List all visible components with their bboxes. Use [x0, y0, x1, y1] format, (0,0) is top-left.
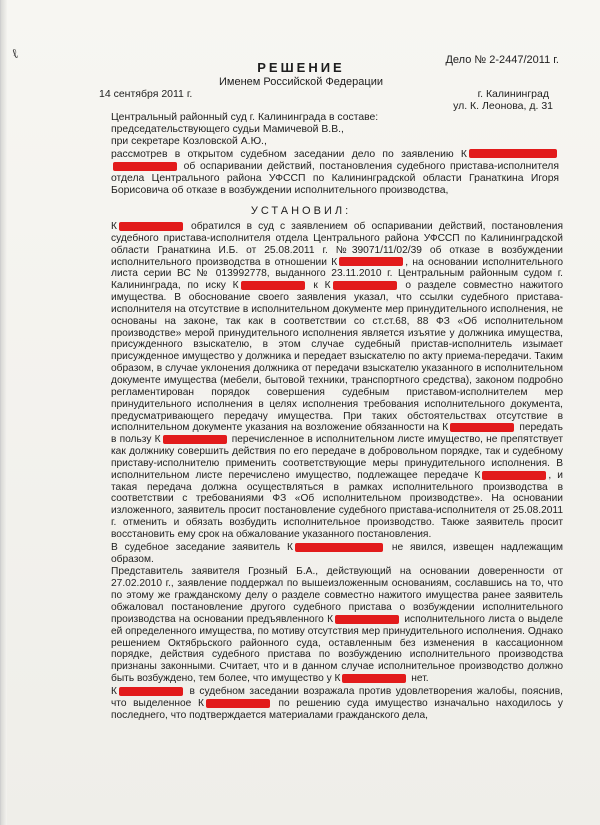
- redaction-mark: [119, 222, 183, 231]
- intro-line: [111, 149, 559, 198]
- redaction-mark: [206, 699, 270, 708]
- redaction-mark: [295, 543, 383, 552]
- redaction-mark: [241, 281, 305, 290]
- body-text: обратился в суд с заявлением об оспаривании действий, постановления судебного пристава-исполнителя отдела Центрального района УФССП по Калининградской области Гранаткина И.Б. от 25.08.2011 г. №39071/11/02/39 об отказе в возбуждении исполнительного производства в отношении К: [111, 221, 563, 268]
- body-text: к К: [313, 280, 331, 292]
- redaction-mark: [335, 615, 399, 624]
- body-text: , и такая передача должна осуществляться в рамках исполнительного производства в соответствии с требованиями ФЗ «Об исполнительном производстве». На основании изложенного, заявитель просит постановление судебного пристава-исполнителя от 25.08.2011 г. отменить и обязать возбудить исполнительное производство. Также заявитель просит восстановить ему срок на обжалование указанного постановления.: [111, 469, 563, 540]
- redaction-mark: [333, 281, 397, 290]
- intro-block: [111, 112, 559, 197]
- paragraph: [111, 221, 563, 541]
- scan-edge: [1, 0, 7, 825]
- redaction-mark: [342, 674, 406, 683]
- body-text: передать в пользу К: [111, 422, 563, 446]
- intro-line: Центральный районный суд г. Калининграда в составе:: [111, 112, 379, 123]
- section-heading: УСТАНОВИЛ:: [250, 205, 352, 217]
- document-title: РЕШЕНИЕ: [257, 60, 345, 75]
- body-text: К: [111, 685, 117, 697]
- document-subtitle: Именем Российской Федерации: [218, 76, 383, 88]
- paragraph: [111, 686, 563, 722]
- body-text: в судебном заседании возражала против удовлетворения жалобы, пояснив, что выделенное К: [111, 685, 563, 709]
- paragraph: [111, 566, 563, 684]
- body-text: К: [111, 221, 117, 232]
- redaction-mark: [450, 423, 514, 432]
- court-city: г. Калининград: [477, 88, 549, 100]
- redaction-mark: [113, 162, 177, 171]
- handwritten-mark: ℓ: [10, 45, 20, 62]
- decision-date: 14 сентября 2011 г.: [99, 88, 193, 100]
- intro-text: рассмотрев в открытом судебном заседании дело по заявлению К: [111, 148, 467, 160]
- body-text: Представитель заявителя Грозный Б.А., действующий на основании доверенности от 27.02.2010 г., заявление поддержал по вышеизложенным основаниям, сославшись на то, что по этому же гражданскому делу о разделе совместно нажитого имущества ранее заявитель обжаловал постановление другого судебного пристава о возбуждении исполнительного производства на основании предъявленного К: [111, 566, 563, 625]
- intro-line: при секретаре Козловской А.Ю.,: [111, 136, 267, 148]
- court-address: ул. К. Леонова, д. 31: [453, 100, 553, 112]
- paragraph: [111, 542, 563, 566]
- body-text: исполнительного листа о выделе ей определенного имущества, по мотиву отсутствия мер принудительного исполнения. Однако решением Октябрьского районного суда, оставленным без изменения в кассационном порядке, действия судебного пристава по возбуждению исполнительного производства признаны законными. Считает, что и в данном случае исполнительное производство должно быть возбуждено, тем более, что имущество у К: [111, 613, 563, 685]
- body-text: нет.: [411, 673, 429, 685]
- intro-line: председательствующего судьи Мамичевой В.В.,: [111, 124, 344, 136]
- body-text: , на основании исполнительного листа серии ВС № 013992778, выданного 23.11.2010 г. Центральным районным судом г. Калининграда, по иску К: [111, 256, 563, 292]
- body-text: перечисленное в исполнительном листе имущество, не препятствует как должнику совершить действия по его передаче в добровольном порядке, так и судебному приставу-исполнителю применить соответствующие меры принудительного исполнения. В исполнительном листе перечислено имущество, подлежащее передаче К: [111, 434, 563, 481]
- redaction-mark: [469, 149, 557, 158]
- document-body: [111, 221, 563, 722]
- redaction-mark: [119, 687, 183, 696]
- redaction-mark: [163, 435, 227, 444]
- redaction-mark: [339, 257, 403, 266]
- body-text: В судебное заседание заявитель К: [111, 541, 293, 553]
- redaction-mark: [482, 471, 546, 480]
- body-text: не явился, извещен надлежащим образом.: [111, 541, 563, 565]
- body-text: по решению суда имущество изначально находилось у последнего, что подтверждается материалами гражданского дела,: [111, 697, 563, 721]
- case-number: Дело № 2-2447/2011 г.: [445, 54, 559, 66]
- body-text: о разделе совместно нажитого имущества. В обоснование своего заявления указал, что ссылки судебного пристава-исполнителя на отсутствие в исполнительном документе мер принудительного исполнения, не основаны на законе, так как в соответствии со ст.ст.68, 88 ФЗ «Об исполнительном производстве» мерой принудительного исполнения является изъятие у должника имущества, присужденного взыскателю, в этом случае судебный пристав-исполнитель изымает присужденное имущество у должника и передает взыскателю по акту приема-передачи. Таким образом, в случае уклонения должника от передачи взыскателю указанного в исполнительном документе имущества (мебели, бытовой техники, транспортного средства), законом подробно регламентирован порядок совершения судебным приставом-исполнителем мер принудительного исполнения в целях исполнения требования исполнительного документа, предусматривающего передачу имущества. При таких обстоятельствах отсутствие в исполнительном документе указания на возложение обязанности на К: [111, 280, 563, 434]
- intro-text: об оспаривании действий, постановления судебного пристава-исполнителя отдела Центрального района УФССП по Калининградской области Гранаткина Игоря Борисовича об отказе в возбуждении исполнительного производства,: [111, 160, 559, 197]
